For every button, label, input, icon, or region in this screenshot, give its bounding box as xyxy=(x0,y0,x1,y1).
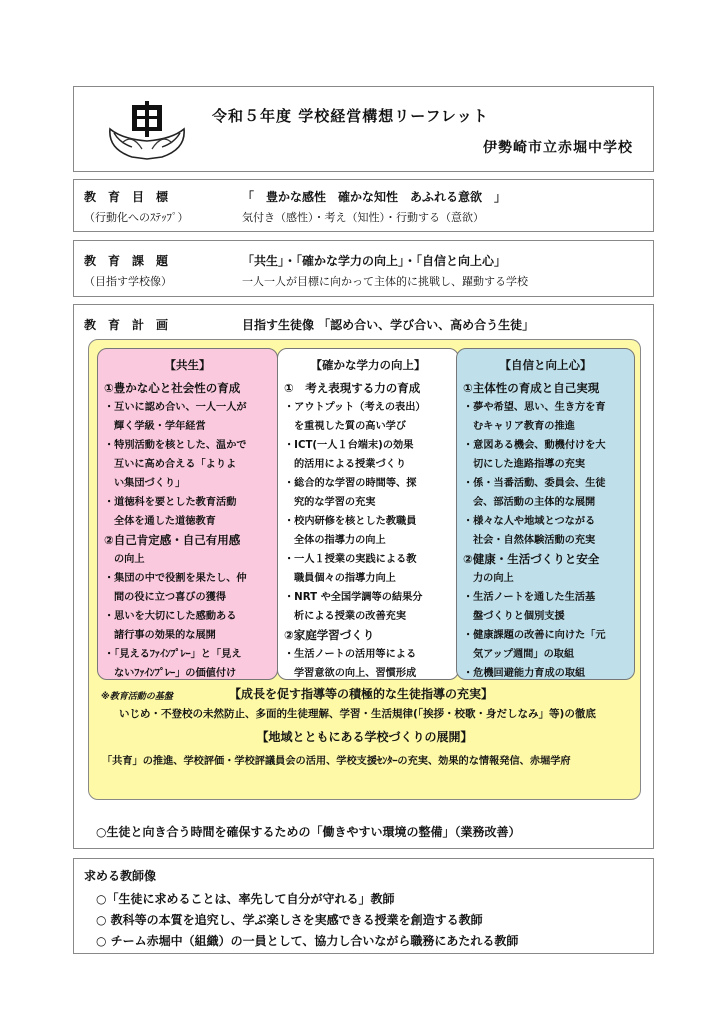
column-item: 間の役に立つ喜びの獲得 xyxy=(114,592,227,603)
plan-label: 教 育 計 画 xyxy=(84,318,169,332)
theme-value: 「共生」・「確かな学力の向上」・「自信と向上心」 xyxy=(242,254,507,268)
theme-sublabel: （目指す学校像） xyxy=(84,275,172,288)
section-community-heading: 【地域とともにある学校づくりの展開】 xyxy=(256,730,473,744)
column-item: ・互いに認め合い、一人一人が xyxy=(104,402,247,413)
column-item: ・健康課題の改善に向けた「元 xyxy=(463,630,606,641)
school-name: 伊勢崎市立赤堀中学校 xyxy=(483,140,633,156)
column-item: ・特別活動を核とした、温かで xyxy=(104,440,247,451)
column-gakuryoku xyxy=(277,348,459,680)
column-subheading: ① 考え表現する力の育成 xyxy=(284,381,421,395)
school-emblem-icon xyxy=(102,99,192,161)
column-item: ・集団の中で役割を果たし、仲 xyxy=(104,573,247,584)
section-guidance-heading: 【成長を促す指導等の積極的な生徒指導の充実】 xyxy=(229,687,494,701)
column-subheading: ①豊かな心と社会性の育成 xyxy=(104,381,241,395)
column-item: ・アウトプット（考えの表出） xyxy=(284,402,426,413)
column-item: ・思いを大切にした感動ある xyxy=(104,611,237,622)
column-item: を重視した質の高い学び xyxy=(294,421,407,432)
goal-label: 教 育 目 標 xyxy=(84,190,169,204)
column-item: ・道徳科を要とした教育活動 xyxy=(104,497,237,508)
column-item: ・一人１授業の実践による教 xyxy=(284,554,417,565)
plan-box xyxy=(73,304,654,849)
column-heading: 【共生】 xyxy=(164,358,211,372)
teacher-box xyxy=(73,858,654,954)
column-item: 全体を通した道徳教育 xyxy=(114,516,216,527)
goal-sublabel: （行動化へのｽﾃｯﾌﾟ） xyxy=(84,211,189,224)
column-item: ・NRT や全国学調等の結果分 xyxy=(284,592,423,603)
teacher-item: ○ チーム赤堀中（組織）の一員として、協力し合いながら職務にあたれる教師 xyxy=(96,934,519,948)
column-item: ないﾌｧｲﾝﾌﾟﾚｰ」の価値付け xyxy=(114,668,237,679)
goal-value: 「 豊かな感性 確かな知性 あふれる意欲 」 xyxy=(242,190,507,204)
column-item: ・「見えるﾌｧｲﾝﾌﾟﾚｰ」と「見え xyxy=(104,649,242,660)
column-item: 切にした進路指導の充実 xyxy=(473,459,586,470)
column-item: 諸行事の効果的な展開 xyxy=(114,630,216,641)
column-item: 輝く学級・学年経営 xyxy=(114,421,206,432)
column-item: 究的な学習の充実 xyxy=(294,497,376,508)
column-item: 学習意欲の向上、習慣形成 xyxy=(294,668,417,679)
column-item: い集団づくり」 xyxy=(114,478,186,489)
column-subheading: の向上 xyxy=(114,554,145,565)
column-item: ・夢や希望、思い、生き方を育 xyxy=(463,402,606,413)
column-item: ・係・当番活動、委員会、生徒 xyxy=(463,478,606,489)
column-item: ・生活ノートを通した生活基 xyxy=(463,592,596,603)
theme-label: 教 育 課 題 xyxy=(84,254,169,268)
column-item: ・意図ある機会、動機付けを大 xyxy=(463,440,606,451)
column-subheading: ②健康・生活づくりと安全 xyxy=(463,552,600,566)
column-subheading: ②自己肯定感・自己有用感 xyxy=(104,533,241,547)
theme-value2: 一人一人が目標に向かって主体的に挑戦し、躍動する学校 xyxy=(242,275,528,288)
column-item: ・様々な人や地域とつながる xyxy=(463,516,596,527)
column-item: ・危機回避能力育成の取組 xyxy=(463,668,586,679)
column-item: 互いに高め合える「よりよ xyxy=(114,459,237,470)
column-item: 気アップ週間」の取組 xyxy=(473,649,575,660)
teacher-item: ○ 教科等の本質を追究し、学ぶ楽しさを実感できる授業を創造する教師 xyxy=(96,913,483,927)
column-item: むキャリア教育の推進 xyxy=(473,421,575,432)
column-item: 社会・自然体験活動の充実 xyxy=(473,535,596,546)
column-subheading: ②家庭学習づくり xyxy=(284,628,375,642)
page-title: 令和５年度 学校経営構想リーフレット xyxy=(212,107,489,125)
foundation-note: ※教育活動の基盤 xyxy=(101,692,173,702)
column-subheading: ①主体性の育成と自己実現 xyxy=(463,381,600,395)
column-item: 盤づくりと個別支援 xyxy=(473,611,565,622)
column-item: 的活用による授業づくり xyxy=(294,459,407,470)
teacher-heading: 求める教師像 xyxy=(84,869,157,883)
column-item: 析による授業の改善充実 xyxy=(294,611,407,622)
column-item: 職員個々の指導力向上 xyxy=(294,573,396,584)
goal-value2: 気付き（感性）・考え（知性）・行動する（意欲） xyxy=(242,211,484,224)
plan-inner-panel xyxy=(88,339,641,800)
theme-box xyxy=(73,240,654,297)
header-box xyxy=(73,86,654,172)
section-community-text: 「共育」の推進、学校評価・学校評議員会の活用、学校支援ｾﾝﾀｰの充実、効果的な情報発信、赤堀学府 xyxy=(102,756,571,767)
column-item: 会、部活動の主体的な展開 xyxy=(473,497,596,508)
column-item: ・生活ノートの活用等による xyxy=(284,649,417,660)
goal-box xyxy=(73,179,654,232)
section-guidance-text: いじめ・不登校の未然防止、多面的生徒理解、学習・生活規律(「挨拶・校歌・身だしなみ」等)の徹底 xyxy=(119,708,596,720)
column-subheading: 力の向上 xyxy=(473,573,514,584)
work-environment-line: ○生徒と向き合う時間を確保するための「働きやすい環境の整備」（業務改善） xyxy=(96,825,521,839)
column-heading: 【自信と向上心】 xyxy=(499,358,592,372)
column-kyosei xyxy=(97,348,278,680)
column-heading: 【確かな学力の向上】 xyxy=(310,358,426,372)
teacher-item: ○「生徒に求めることは、率先して自分が守れる」教師 xyxy=(96,892,395,906)
column-item: ・校内研修を核とした教職員 xyxy=(284,516,417,527)
column-jishin xyxy=(456,348,635,680)
column-item: ・ICT(一人１台端末)の効果 xyxy=(284,440,414,451)
column-item: 全体の指導力の向上 xyxy=(294,535,386,546)
column-item: ・総合的な学習の時間等、探 xyxy=(284,478,417,489)
plan-value: 目指す生徒像 「認め合い、学び合い、高め合う生徒」 xyxy=(242,318,535,332)
